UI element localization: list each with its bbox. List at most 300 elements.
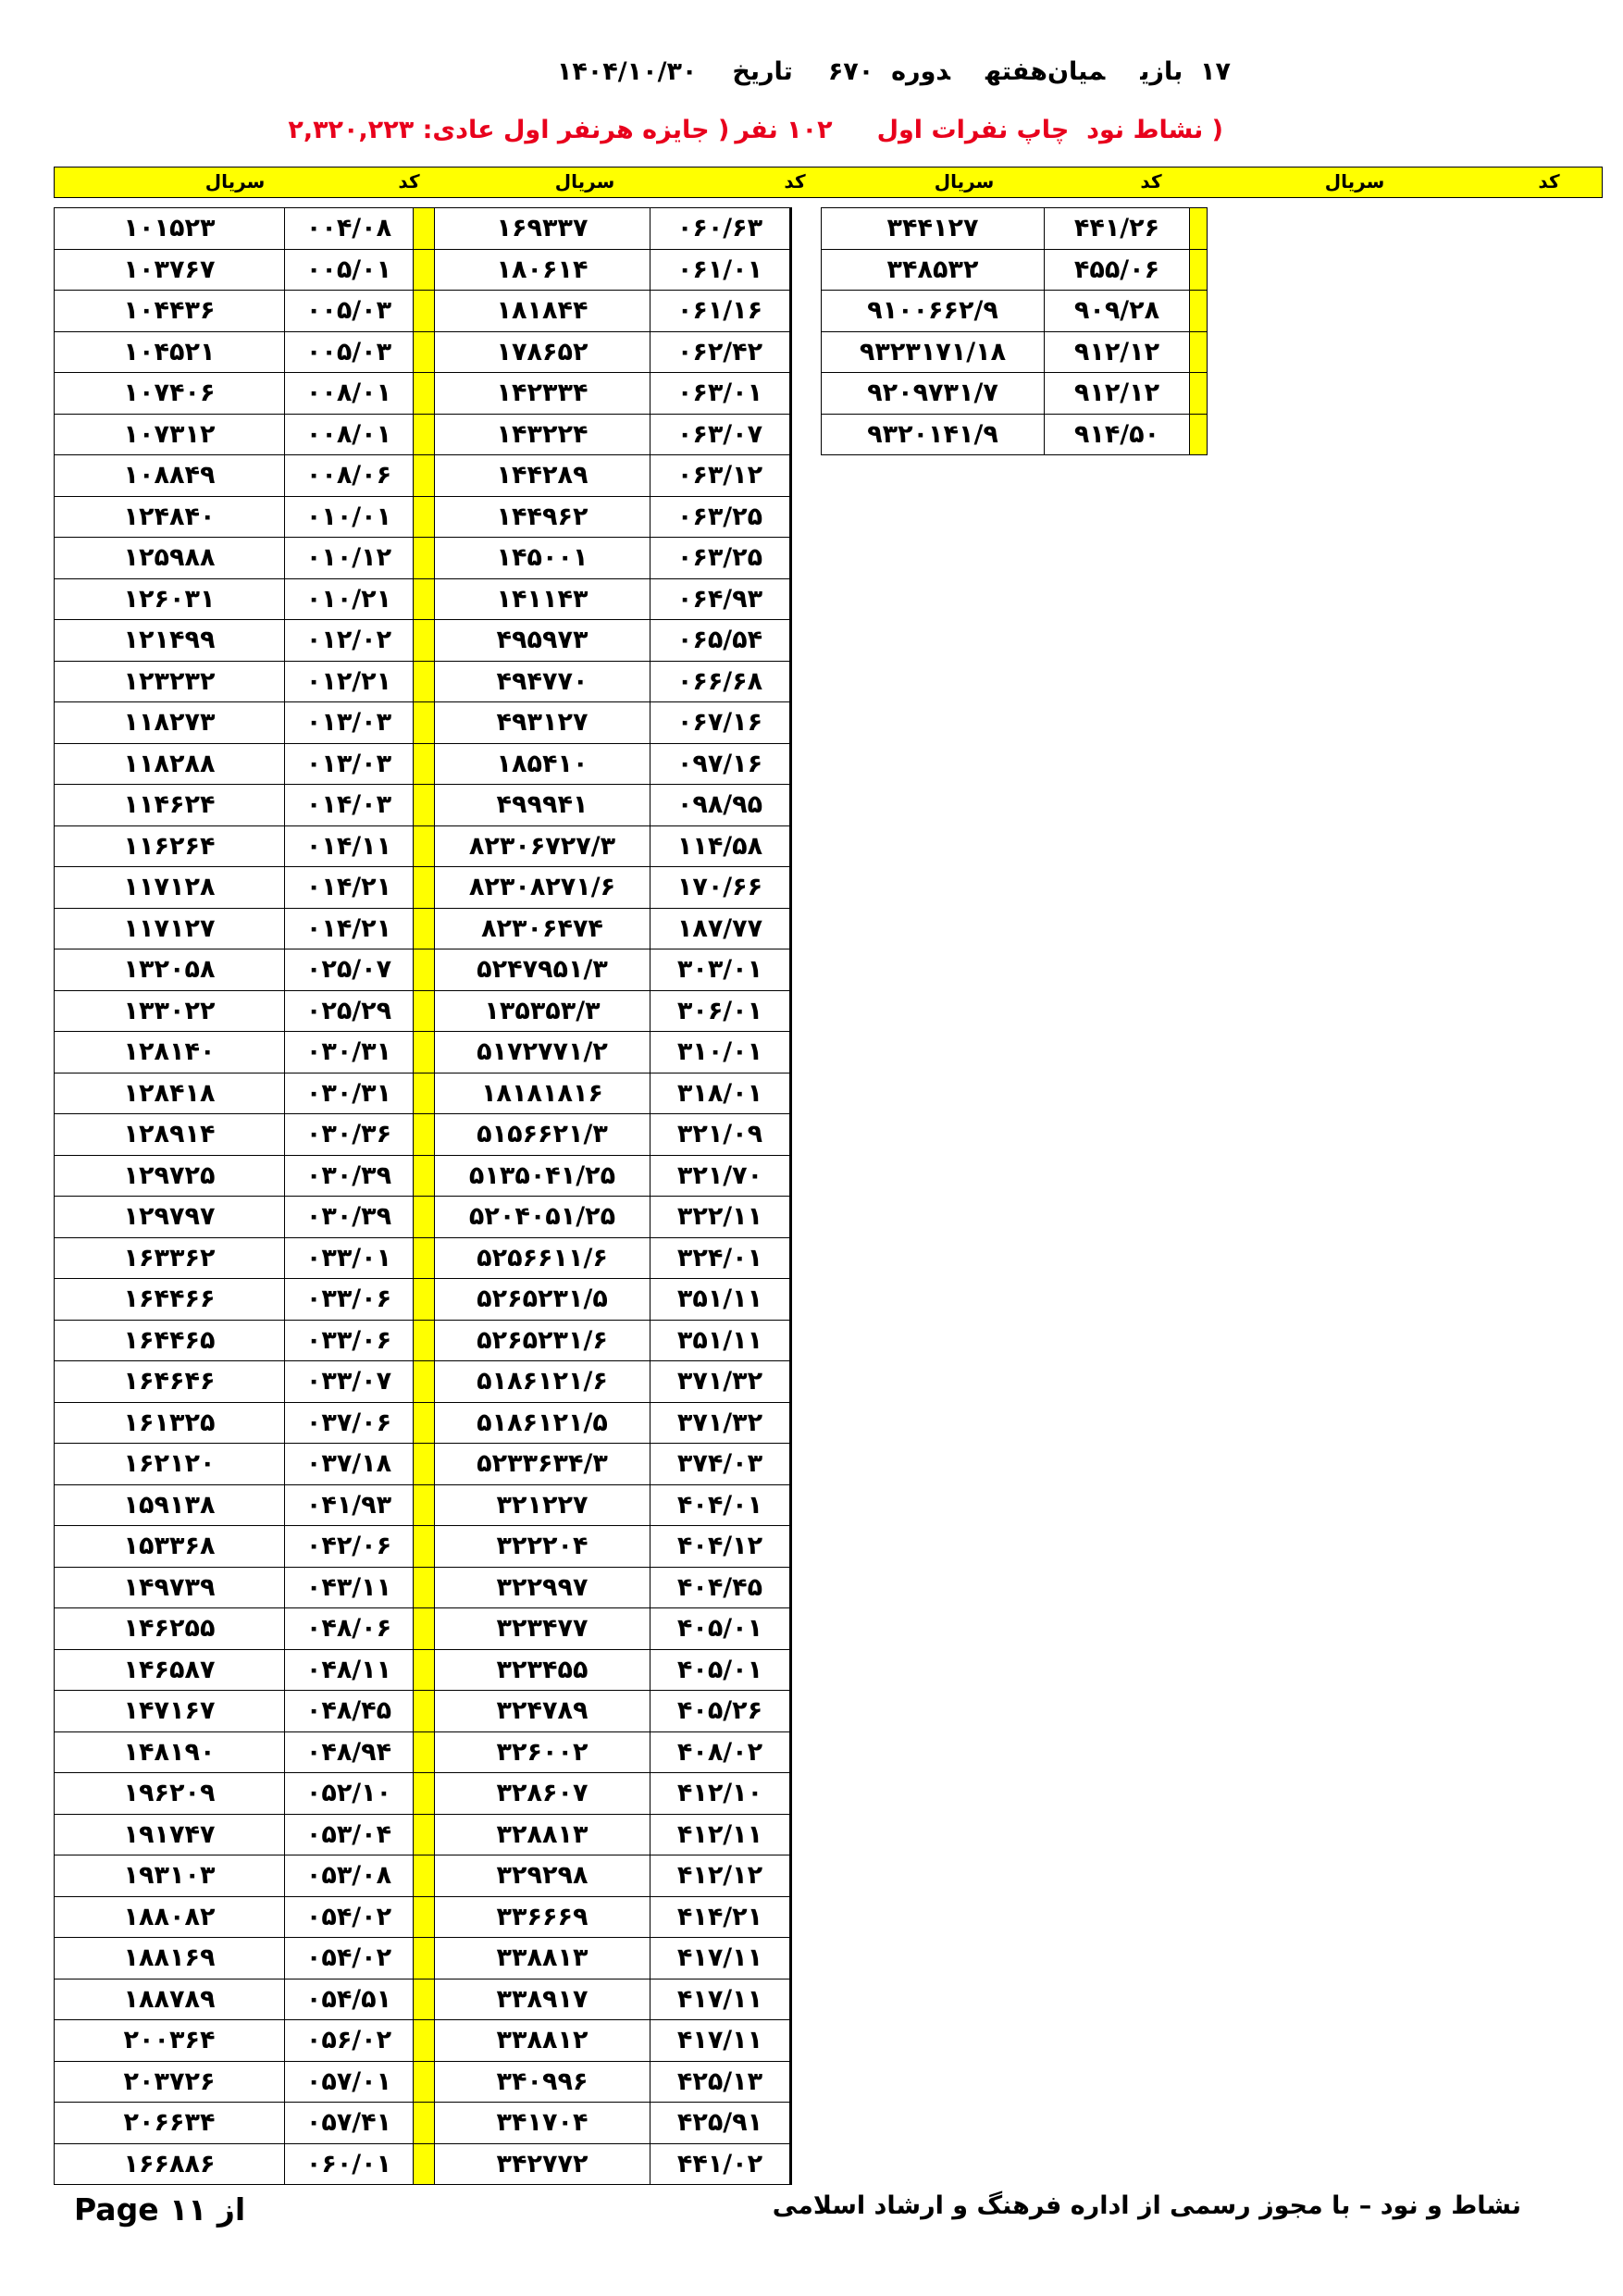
code-cell: ۳۵۱/۱۱ (650, 1320, 791, 1361)
serial-cell: ۱۴۲۳۳۴ (435, 373, 650, 415)
serial-cell: ۱۴۴۲۸۹ (435, 455, 650, 497)
yellow-spacer (414, 208, 435, 250)
serial-cell: ۵۲۴۷۹۵۱/۳ (435, 949, 650, 991)
table-row (55, 373, 791, 415)
table-row (55, 949, 791, 991)
serial-cell: ۴۹۵۹۷۳ (435, 620, 650, 662)
header-line-prize (243, 116, 1223, 144)
serial-cell: ۸۲۳۰۶۴۷۴ (435, 908, 650, 949)
table-row (55, 1979, 791, 2020)
yellow-spacer (414, 1279, 435, 1321)
table-row (55, 2143, 791, 2185)
code-cell: ۰۶۰/۶۳ (650, 208, 791, 250)
column-header-code-1: کد (398, 170, 420, 192)
code-cell: ۹۰۹/۲۸ (1045, 291, 1190, 332)
table-row (55, 455, 791, 497)
yellow-spacer (414, 1155, 435, 1197)
code-cell: ۰۶۳/۲۵ (650, 496, 791, 538)
code-cell: ۰۶۴/۹۳ (650, 578, 791, 620)
table-row (55, 1855, 791, 1897)
code-cell: ۴۱۲/۱۱ (650, 1814, 791, 1855)
table-row (55, 578, 791, 620)
serial-cell: ۱۴۶۵۸۷ (55, 1649, 285, 1691)
code-cell: ۳۲۲/۱۱ (650, 1197, 791, 1238)
code-cell: ۴۱۷/۱۱ (650, 1979, 791, 2020)
code-cell: ۰۰۸/۰۶ (285, 455, 414, 497)
code-cell: ۰۱۴/۲۱ (285, 908, 414, 949)
yellow-spacer (414, 1237, 435, 1279)
yellow-spacer (414, 661, 435, 702)
table-row (55, 1814, 791, 1855)
code-cell: ۰۶۱/۰۱ (650, 249, 791, 291)
serial-cell: ۱۲۶۰۳۱ (55, 578, 285, 620)
serial-cell: ۲۰۰۳۶۴ (55, 2020, 285, 2062)
prize-count: ۱۰۲ نفر (735, 116, 833, 144)
serial-cell: ۱۱۷۱۲۸ (55, 867, 285, 909)
serial-cell: ۱۰۸۸۴۹ (55, 455, 285, 497)
serial-cell: ۳۲۳۴۵۵ (435, 1649, 650, 1691)
code-cell: ۴۴۱/۰۲ (650, 2143, 791, 2185)
table-row (55, 291, 791, 332)
serial-cell: ۱۶۶۸۸۶ (55, 2143, 285, 2185)
code-cell: ۰۱۰/۱۲ (285, 538, 414, 579)
code-cell: ۴۵۵/۰۶ (1045, 249, 1190, 291)
yellow-spacer (414, 1484, 435, 1526)
table-row (822, 414, 1208, 455)
serial-cell: ۱۴۹۷۳۹ (55, 1567, 285, 1608)
code-cell: ۰۳۰/۳۱ (285, 1073, 414, 1114)
code-cell: ۰۴۸/۴۵ (285, 1691, 414, 1732)
page-indicator: از ۱۱ Page (74, 2191, 246, 2228)
winners-table-side (821, 207, 1208, 455)
game-type: میان‌هفته (985, 57, 1106, 86)
yellow-spacer (414, 825, 435, 867)
table-row (55, 538, 791, 579)
code-cell: ۴۱۴/۲۱ (650, 1896, 791, 1938)
yellow-spacer (414, 1855, 435, 1897)
code-cell: ۳۲۴/۰۱ (650, 1237, 791, 1279)
serial-cell: ۱۰۷۳۱۲ (55, 414, 285, 455)
serial-cell: ۳۲۳۴۷۷ (435, 1608, 650, 1650)
prize-amount: ( جایزه هرنفر اول عادی: ۲,۳۲۰,۲۲۳ (288, 116, 730, 144)
table-row (55, 2061, 791, 2103)
yellow-spacer (414, 702, 435, 744)
yellow-spacer (1190, 373, 1208, 415)
code-cell: ۳۷۴/۰۳ (650, 1444, 791, 1485)
code-cell: ۴۰۵/۰۱ (650, 1608, 791, 1650)
code-cell: ۰۴۱/۹۳ (285, 1484, 414, 1526)
yellow-spacer (414, 2061, 435, 2103)
yellow-spacer (414, 1896, 435, 1938)
serial-cell: ۳۳۸۹۱۷ (435, 1979, 650, 2020)
serial-cell: ۱۱۶۲۶۴ (55, 825, 285, 867)
serial-cell: ۱۵۹۱۳۸ (55, 1484, 285, 1526)
serial-cell: ۱۶۲۱۲۰ (55, 1444, 285, 1485)
table-row (55, 908, 791, 949)
yellow-spacer (414, 1979, 435, 2020)
serial-cell: ۵۱۳۵۰۴۱/۲۵ (435, 1155, 650, 1197)
table-row (55, 496, 791, 538)
serial-cell: ۱۴۵۰۰۱ (435, 538, 650, 579)
code-cell: ۳۷۱/۳۲ (650, 1402, 791, 1444)
serial-cell: ۱۴۴۹۶۲ (435, 496, 650, 538)
yellow-spacer (414, 578, 435, 620)
yellow-spacer (1190, 291, 1208, 332)
code-cell: ۰۳۳/۰۷ (285, 1361, 414, 1403)
yellow-spacer (414, 249, 435, 291)
code-cell: ۳۰۳/۰۱ (650, 949, 791, 991)
code-cell: ۱۷۰/۶۶ (650, 867, 791, 909)
code-cell: ۰۵۴/۰۲ (285, 1938, 414, 1980)
date-label: تاریخ (732, 57, 793, 86)
table-row (822, 208, 1208, 250)
header-line-game (522, 57, 1231, 86)
yellow-spacer (1190, 249, 1208, 291)
serial-cell: ۱۲۹۷۹۷ (55, 1197, 285, 1238)
serial-cell: ۱۶۹۳۳۷ (435, 208, 650, 250)
serial-cell: ۱۰۴۵۲۱ (55, 331, 285, 373)
code-cell: ۰۳۳/۰۱ (285, 1237, 414, 1279)
column-header-code-3: کد (1140, 170, 1162, 192)
serial-cell: ۱۸۸۰۸۲ (55, 1896, 285, 1938)
code-cell: ۰۳۷/۰۶ (285, 1402, 414, 1444)
yellow-spacer (414, 1649, 435, 1691)
table-row (55, 1402, 791, 1444)
yellow-spacer (414, 2103, 435, 2144)
code-cell: ۰۰۸/۰۱ (285, 373, 414, 415)
code-cell: ۰۵۷/۴۱ (285, 2103, 414, 2144)
yellow-spacer (414, 1444, 435, 1485)
serial-cell: ۳۴۴۱۲۷ (822, 208, 1045, 250)
serial-cell: ۳۳۶۶۶۹ (435, 1896, 650, 1938)
table-row (55, 1484, 791, 1526)
code-cell: ۴۰۵/۲۶ (650, 1691, 791, 1732)
code-cell: ۴۰۴/۴۵ (650, 1567, 791, 1608)
table-row (55, 1567, 791, 1608)
code-cell: ۹۱۲/۱۲ (1045, 373, 1190, 415)
serial-cell: ۱۲۴۸۴۰ (55, 496, 285, 538)
yellow-spacer (414, 373, 435, 415)
serial-cell: ۳۳۸۸۱۳ (435, 1938, 650, 1980)
table-row (55, 1444, 791, 1485)
serial-cell: ۵۱۸۶۱۲۱/۵ (435, 1402, 650, 1444)
prize-title: ( نشاط نود چاپ نفرات اول (876, 116, 1223, 144)
serial-cell: ۱۰۴۴۳۶ (55, 291, 285, 332)
serial-cell: ۹۱۰۰۶۶۲/۹ (822, 291, 1045, 332)
code-cell: ۰۶۶/۶۸ (650, 661, 791, 702)
code-cell: ۰۳۰/۳۶ (285, 1114, 414, 1156)
serial-cell: ۳۴۸۵۳۲ (822, 249, 1045, 291)
column-header-serial-3: سریال (934, 170, 995, 192)
serial-cell: ۱۲۱۴۹۹ (55, 620, 285, 662)
code-cell: ۴۱۷/۱۱ (650, 1938, 791, 1980)
code-cell: ۰۰۵/۰۱ (285, 249, 414, 291)
serial-cell: ۲۰۶۶۳۴ (55, 2103, 285, 2144)
code-cell: ۰۵۷/۰۱ (285, 2061, 414, 2103)
code-cell: ۳۲۱/۷۰ (650, 1155, 791, 1197)
serial-cell: ۱۴۸۱۹۰ (55, 1731, 285, 1773)
code-cell: ۰۱۲/۰۲ (285, 620, 414, 662)
serial-cell: ۹۳۲۰۱۴۱/۹ (822, 414, 1045, 455)
table-row (55, 743, 791, 785)
serial-cell: ۱۵۳۳۶۸ (55, 1526, 285, 1568)
code-cell: ۴۲۵/۹۱ (650, 2103, 791, 2144)
yellow-spacer (414, 331, 435, 373)
table-row (55, 1197, 791, 1238)
code-cell: ۳۱۸/۰۱ (650, 1073, 791, 1114)
code-cell: ۳۰۶/۰۱ (650, 990, 791, 1032)
yellow-spacer (414, 867, 435, 909)
serial-cell: ۱۳۲۰۵۸ (55, 949, 285, 991)
code-cell: ۰۶۵/۵۴ (650, 620, 791, 662)
table-row (55, 1320, 791, 1361)
yellow-spacer (414, 1402, 435, 1444)
winners-table-main (54, 207, 792, 2185)
table-row (55, 1361, 791, 1403)
serial-cell: ۵۲۵۶۶۱۱/۶ (435, 1237, 650, 1279)
serial-cell: ۵۲۶۵۲۳۱/۵ (435, 1279, 650, 1321)
serial-cell: ۱۰۱۵۲۳ (55, 208, 285, 250)
code-cell: ۰۲۵/۲۹ (285, 990, 414, 1032)
yellow-spacer (414, 1731, 435, 1773)
yellow-spacer (1190, 414, 1208, 455)
table-row (55, 208, 791, 250)
serial-cell: ۱۸۱۸۱۸۱۶ (435, 1073, 650, 1114)
table-row (55, 1938, 791, 1980)
serial-cell: ۴۹۹۹۴۱ (435, 785, 650, 826)
code-cell: ۰۳۳/۰۶ (285, 1279, 414, 1321)
code-cell: ۰۱۰/۲۱ (285, 578, 414, 620)
table-row (55, 785, 791, 826)
yellow-spacer (414, 785, 435, 826)
yellow-spacer (414, 496, 435, 538)
table-row (55, 1731, 791, 1773)
table-row (55, 1649, 791, 1691)
yellow-spacer (414, 990, 435, 1032)
yellow-spacer (414, 2143, 435, 2185)
serial-cell: ۴۹۳۱۲۷ (435, 702, 650, 744)
serial-cell: ۵۲۳۳۶۳۴/۳ (435, 1444, 650, 1485)
table-row (822, 373, 1208, 415)
yellow-spacer (414, 414, 435, 455)
serial-cell: ۱۹۳۱۰۳ (55, 1855, 285, 1897)
yellow-spacer (414, 455, 435, 497)
yellow-spacer (414, 1320, 435, 1361)
yellow-spacer (414, 1567, 435, 1608)
serial-cell: ۱۲۵۹۸۸ (55, 538, 285, 579)
code-cell: ۰۳۰/۳۱ (285, 1032, 414, 1074)
code-cell: ۰۵۲/۱۰ (285, 1773, 414, 1815)
code-cell: ۰۳۰/۳۹ (285, 1155, 414, 1197)
serial-cell: ۱۱۸۲۷۳ (55, 702, 285, 744)
yellow-spacer (414, 1526, 435, 1568)
yellow-spacer (414, 743, 435, 785)
table-row (55, 1773, 791, 1815)
yellow-spacer (1190, 208, 1208, 250)
code-cell: ۰۶۲/۴۲ (650, 331, 791, 373)
table-row (55, 414, 791, 455)
code-cell: ۱۸۷/۷۷ (650, 908, 791, 949)
yellow-spacer (414, 1197, 435, 1238)
table-row (55, 990, 791, 1032)
serial-cell: ۱۸۸۷۸۹ (55, 1979, 285, 2020)
code-cell: ۰۰۵/۰۳ (285, 291, 414, 332)
serial-cell: ۱۴۱۱۴۳ (435, 578, 650, 620)
code-cell: ۰۵۴/۰۲ (285, 1896, 414, 1938)
code-cell: ۰۶۳/۰۱ (650, 373, 791, 415)
yellow-spacer (414, 1608, 435, 1650)
code-cell: ۴۱۷/۱۱ (650, 2020, 791, 2062)
code-cell: ۰۵۳/۰۴ (285, 1814, 414, 1855)
code-cell: ۰۵۴/۵۱ (285, 1979, 414, 2020)
table-row (55, 1896, 791, 1938)
serial-cell: ۱۴۶۲۵۵ (55, 1608, 285, 1650)
yellow-spacer (414, 2020, 435, 2062)
serial-cell: ۱۲۸۹۱۴ (55, 1114, 285, 1156)
code-cell: ۴۱۲/۱۲ (650, 1855, 791, 1897)
serial-cell: ۵۱۷۲۷۷۱/۲ (435, 1032, 650, 1074)
table-row (55, 1608, 791, 1650)
yellow-spacer (414, 908, 435, 949)
code-cell: ۰۹۷/۱۶ (650, 743, 791, 785)
table-row (55, 702, 791, 744)
serial-cell: ۱۳۳۰۲۲ (55, 990, 285, 1032)
code-cell: ۰۰۵/۰۳ (285, 331, 414, 373)
code-cell: ۰۳۷/۱۸ (285, 1444, 414, 1485)
serial-cell: ۸۲۳۰۶۷۲۷/۳ (435, 825, 650, 867)
code-cell: ۰۴۸/۰۶ (285, 1608, 414, 1650)
code-cell: ۴۴۱/۲۶ (1045, 208, 1190, 250)
serial-cell: ۴۹۴۷۷۰ (435, 661, 650, 702)
table-row (55, 1032, 791, 1074)
column-header-serial-4: سریال (1324, 170, 1385, 192)
code-cell: ۴۰۵/۰۱ (650, 1649, 791, 1691)
code-cell: ۰۰۴/۰۸ (285, 208, 414, 250)
table-row (55, 867, 791, 909)
serial-cell: ۳۲۱۲۲۷ (435, 1484, 650, 1526)
code-cell: ۰۱۴/۰۳ (285, 785, 414, 826)
game-number: ۱۷ بازی (1140, 57, 1231, 86)
serial-cell: ۱۸۸۱۶۹ (55, 1938, 285, 1980)
code-cell: ۰۱۳/۰۳ (285, 702, 414, 744)
serial-cell: ۱۲۳۲۳۲ (55, 661, 285, 702)
table-row (55, 1279, 791, 1321)
serial-cell: ۱۳۵۳۵۳/۳ (435, 990, 650, 1032)
serial-cell: ۳۲۲۹۹۷ (435, 1567, 650, 1608)
serial-cell: ۵۲۰۴۰۵۱/۲۵ (435, 1197, 650, 1238)
yellow-spacer (414, 1073, 435, 1114)
serial-cell: ۲۰۳۷۲۶ (55, 2061, 285, 2103)
yellow-spacer (414, 1938, 435, 1980)
table-row (55, 2103, 791, 2144)
code-cell: ۰۶۳/۱۲ (650, 455, 791, 497)
code-cell: ۰۱۴/۱۱ (285, 825, 414, 867)
serial-cell: ۳۲۲۲۰۴ (435, 1526, 650, 1568)
code-cell: ۳۱۰/۰۱ (650, 1032, 791, 1074)
serial-cell: ۵۱۵۶۶۲۱/۳ (435, 1114, 650, 1156)
serial-cell: ۳۴۲۷۷۲ (435, 2143, 650, 2185)
serial-cell: ۳۳۸۸۱۲ (435, 2020, 650, 2062)
code-cell: ۴۲۵/۱۳ (650, 2061, 791, 2103)
table-row (55, 249, 791, 291)
column-header-band (54, 167, 1603, 198)
code-cell: ۰۱۴/۲۱ (285, 867, 414, 909)
code-cell: ۰۱۰/۰۱ (285, 496, 414, 538)
yellow-spacer (414, 538, 435, 579)
serial-cell: ۱۸۵۴۱۰ (435, 743, 650, 785)
serial-cell: ۳۲۴۷۸۹ (435, 1691, 650, 1732)
column-header-code-2: کد (784, 170, 806, 192)
serial-cell: ۱۲۸۴۱۸ (55, 1073, 285, 1114)
serial-cell: ۱۹۱۷۴۷ (55, 1814, 285, 1855)
code-cell: ۰۴۲/۰۶ (285, 1526, 414, 1568)
table-row (55, 620, 791, 662)
serial-cell: ۱۱۸۲۸۸ (55, 743, 285, 785)
serial-cell: ۱۶۴۴۶۵ (55, 1320, 285, 1361)
serial-cell: ۱۶۳۳۶۲ (55, 1237, 285, 1279)
yellow-spacer (414, 949, 435, 991)
table-row (55, 1073, 791, 1114)
serial-cell: ۱۸۱۸۴۴ (435, 291, 650, 332)
serial-cell: ۱۸۰۶۱۴ (435, 249, 650, 291)
yellow-spacer (414, 1114, 435, 1156)
code-cell: ۱۱۴/۵۸ (650, 825, 791, 867)
serial-cell: ۱۹۶۲۰۹ (55, 1773, 285, 1815)
serial-cell: ۱۰۳۷۶۷ (55, 249, 285, 291)
yellow-spacer (414, 1773, 435, 1815)
serial-cell: ۱۰۷۴۰۶ (55, 373, 285, 415)
code-cell: ۰۶۷/۱۶ (650, 702, 791, 744)
serial-cell: ۵۱۸۶۱۲۱/۶ (435, 1361, 650, 1403)
code-cell: ۰۵۳/۰۸ (285, 1855, 414, 1897)
license-notice: نشاط و نود – با مجوز رسمی از اداره فرهنگ و ارشاد اسلامی (772, 2191, 1521, 2220)
serial-cell: ۱۱۴۶۲۴ (55, 785, 285, 826)
code-cell: ۴۰۸/۰۲ (650, 1731, 791, 1773)
period: دوره ۶۷۰ (827, 57, 950, 86)
serial-cell: ۸۲۳۰۸۲۷۱/۶ (435, 867, 650, 909)
table-row (822, 331, 1208, 373)
code-cell: ۰۹۸/۹۵ (650, 785, 791, 826)
serial-cell: ۵۲۶۵۲۳۱/۶ (435, 1320, 650, 1361)
code-cell: ۰۴۸/۹۴ (285, 1731, 414, 1773)
code-cell: ۳۷۱/۳۲ (650, 1361, 791, 1403)
code-cell: ۰۰۸/۰۱ (285, 414, 414, 455)
table-row (55, 2020, 791, 2062)
code-cell: ۰۳۳/۰۶ (285, 1320, 414, 1361)
column-header-serial-2: سریال (554, 170, 615, 192)
code-cell: ۰۳۰/۳۹ (285, 1197, 414, 1238)
serial-cell: ۳۲۶۰۰۲ (435, 1731, 650, 1773)
code-cell: ۰۶۰/۰۱ (285, 2143, 414, 2185)
table-row (55, 331, 791, 373)
serial-cell: ۹۲۰۹۷۳۱/۷ (822, 373, 1045, 415)
code-cell: ۰۱۲/۲۱ (285, 661, 414, 702)
code-cell: ۳۲۱/۰۹ (650, 1114, 791, 1156)
table-row (55, 661, 791, 702)
yellow-spacer (414, 1691, 435, 1732)
serial-cell: ۱۶۱۳۲۵ (55, 1402, 285, 1444)
serial-cell: ۱۱۷۱۲۷ (55, 908, 285, 949)
serial-cell: ۳۲۸۸۱۳ (435, 1814, 650, 1855)
table-row (822, 291, 1208, 332)
code-cell: ۹۱۴/۵۰ (1045, 414, 1190, 455)
date-value: ۱۴۰۴/۱۰/۳۰ (556, 57, 698, 86)
yellow-spacer (414, 1032, 435, 1074)
code-cell: ۴۱۲/۱۰ (650, 1773, 791, 1815)
serial-cell: ۱۴۷۱۶۷ (55, 1691, 285, 1732)
code-cell: ۴۰۴/۱۲ (650, 1526, 791, 1568)
table-row (822, 249, 1208, 291)
